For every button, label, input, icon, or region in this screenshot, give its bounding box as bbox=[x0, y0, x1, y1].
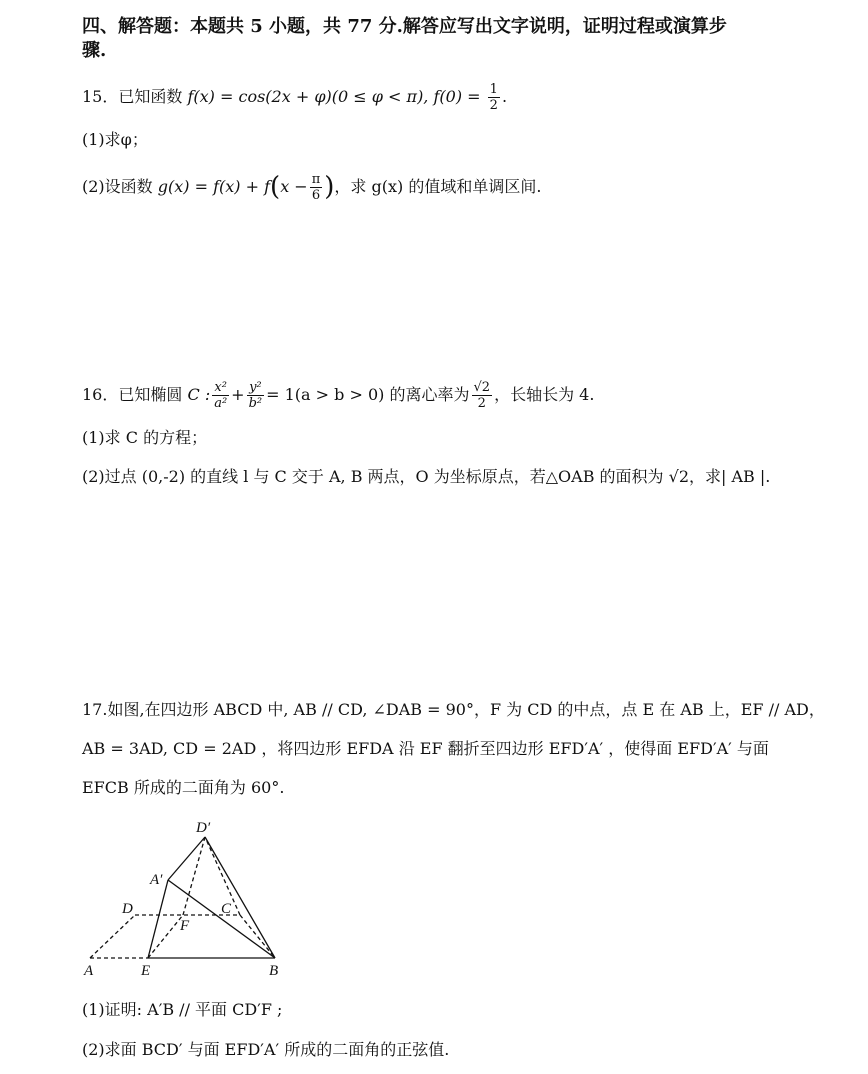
edge-D1-B bbox=[205, 837, 275, 958]
q16-cond: = 1(a > b > 0) bbox=[266, 385, 385, 404]
q15-paren-open: ( bbox=[270, 172, 281, 202]
edge-F-D1 bbox=[183, 837, 205, 915]
q15-pi6-fraction bbox=[310, 172, 323, 203]
q17-figure bbox=[80, 815, 290, 985]
label-D1: D′ bbox=[196, 820, 211, 836]
label-A: A bbox=[84, 963, 94, 979]
q15-stem-prefix: 已知函数 bbox=[118, 87, 183, 106]
edge-A-D bbox=[90, 915, 135, 958]
q15-end: . bbox=[501, 87, 508, 106]
q15-part2-expr: g(x) = f(x) + f bbox=[157, 177, 271, 196]
q16-ecc-den: 2 bbox=[477, 396, 486, 411]
q16-ecc-num: √2 bbox=[473, 380, 491, 395]
q15-pi-den: 6 bbox=[311, 188, 321, 203]
q15-pi-num: π bbox=[311, 172, 321, 187]
label-B: B bbox=[269, 963, 279, 979]
label-D: D bbox=[122, 901, 133, 917]
q16-plus: + bbox=[231, 385, 245, 404]
q16-x2: x² bbox=[212, 380, 229, 396]
q16-curve-name: C : bbox=[187, 385, 211, 404]
q15-part1: (1)求φ； bbox=[82, 130, 148, 149]
q15-part2-arg: x − bbox=[280, 177, 308, 196]
q16-number: 16． bbox=[82, 385, 119, 404]
q16-stem-prefix: 已知椭圆 bbox=[118, 385, 183, 404]
q15-f-def: f(x) = cos(2x + φ)(0 ≤ φ < π), f(0) = bbox=[187, 87, 481, 106]
q15-paren-close: ) bbox=[324, 172, 335, 202]
label-A1: A′ bbox=[150, 872, 163, 888]
q16-y-fraction bbox=[247, 380, 265, 411]
q17-line1: 17.如图,在四边形 ABCD 中, AB // CD, ∠DAB = 90°，F 为 CD 的中点，点 E 在 AB 上，EF // AD， bbox=[82, 700, 825, 719]
q16-ecc-fraction bbox=[472, 380, 493, 411]
q16-stem bbox=[82, 380, 594, 411]
q15-part2 bbox=[82, 172, 541, 203]
q15-part2-prefix: (2)设函数 bbox=[82, 177, 153, 196]
q15-part2-suffix: ，求 g(x) 的值域和单调区间. bbox=[334, 177, 542, 196]
q16-b2: b² bbox=[248, 396, 263, 411]
label-E: E bbox=[141, 963, 151, 979]
section-title-cont: 骤. bbox=[82, 40, 107, 61]
q15-f0-fraction bbox=[488, 82, 500, 113]
q15-f0-num: 1 bbox=[489, 82, 498, 97]
q16-part2: (2)过点 (0,-2) 的直线 l 与 C 交于 A, B 两点，O 为坐标原点，若△OAB 的面积为 √2，求| AB |. bbox=[82, 467, 771, 486]
q16-y2: y² bbox=[247, 380, 265, 396]
q16-x-fraction bbox=[212, 380, 229, 411]
q15-f0-den: 2 bbox=[489, 98, 498, 113]
label-F: F bbox=[180, 918, 190, 934]
q17-part2: (2)求面 BCD′ 与面 EFD′A′ 所成的二面角的正弦值. bbox=[82, 1040, 450, 1059]
q16-ecc-text: 的离心率为 bbox=[389, 385, 470, 404]
q17-part1: (1)证明: A′B // 平面 CD′F ; bbox=[82, 1000, 283, 1019]
section-title: 四、解答题：本题共 5 小题，共 77 分.解答应写出文字说明，证明过程或演算步 bbox=[82, 16, 727, 37]
q17-line2: AB = 3AD, CD = 2AD ，将四边形 EFDA 沿 EF 翻折至四边形 EFD′A′ ，使得面 EFD′A′ 与面 bbox=[82, 739, 769, 758]
label-C: C bbox=[221, 901, 232, 917]
q15-stem bbox=[82, 82, 507, 113]
q17-line3: EFCB 所成的二面角为 60°. bbox=[82, 778, 285, 797]
q16-part1: (1)求 C 的方程； bbox=[82, 428, 208, 447]
q15-number: 15． bbox=[82, 87, 119, 106]
q16-axis-text: ，长轴长为 4. bbox=[494, 385, 595, 404]
q16-a2: a² bbox=[214, 396, 228, 411]
